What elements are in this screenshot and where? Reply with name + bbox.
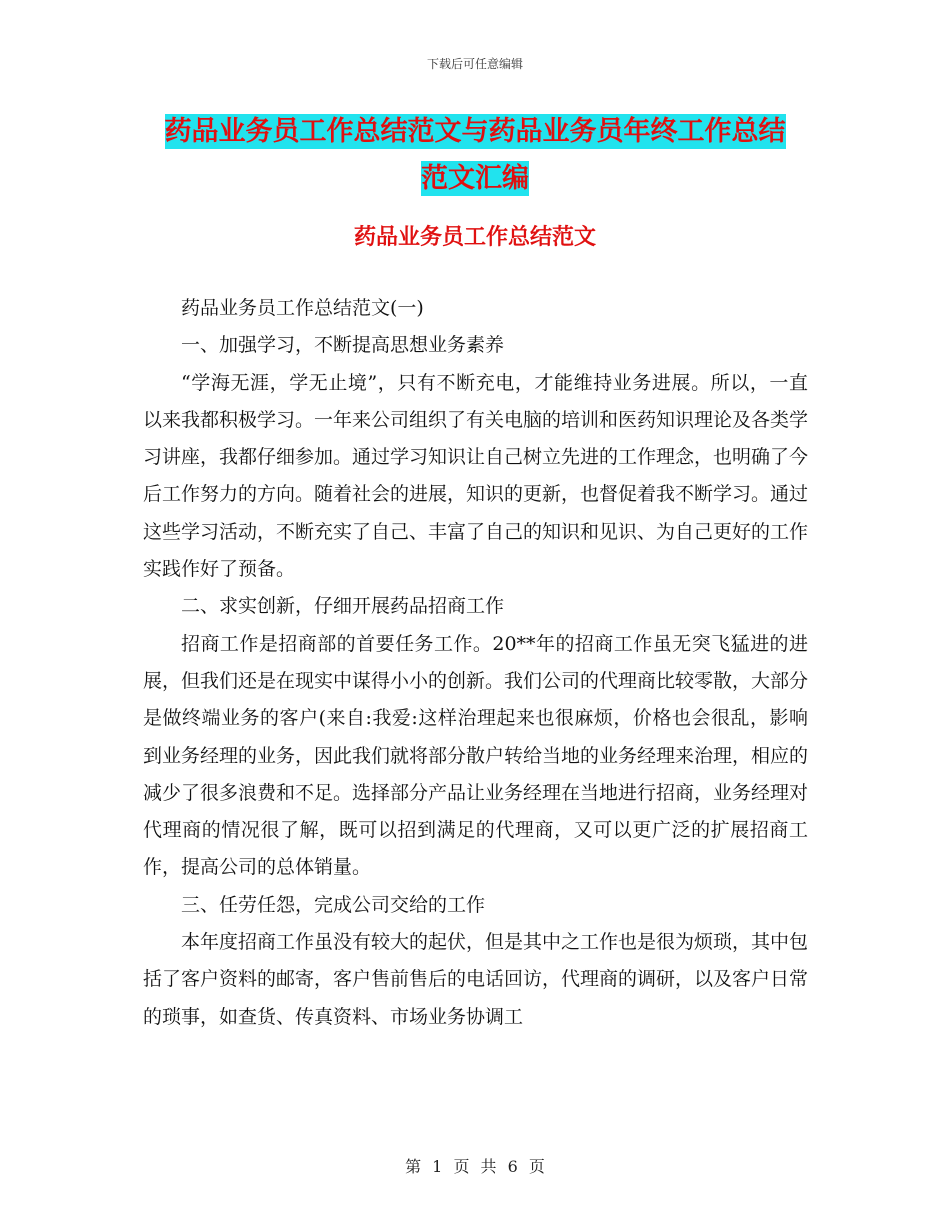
page-number-footer: 第 1 页 共 6 页 bbox=[405, 1157, 545, 1176]
section-heading-1: 一、加强学习，不断提高思想业务素养 bbox=[181, 334, 505, 357]
paragraph: “学海无涯，学无止境”，只有不断充电，才能维持业务进展。所以，一直以来我都积极学习。一年来公司组织了有关电脑的培训和医药知识理论及各类学习讲座，我都仔细参加。通过学习知识让自己树立先进的工作理念，也明确了今后工作努力的方向。随着社会的进展，知识的更新，也督促着我不断学习。通过这些学习活动，不断充实了自己、丰富了自己的知识和见识、为自己更好的工作实践作好了预备。 bbox=[143, 371, 809, 581]
paragraph-heading: 药品业务员工作总结范文(一) bbox=[181, 297, 424, 319]
title-line-1: 药品业务员工作总结范文与药品业务员年终工作总结 bbox=[164, 116, 786, 147]
section-heading-3: 三、任劳任怨，完成公司交给的工作 bbox=[181, 893, 486, 916]
section-heading-2: 二、求实创新，仔细开展药品招商工作 bbox=[181, 595, 505, 618]
title-line-2: 范文汇编 bbox=[421, 163, 529, 194]
section-title: 药品业务员工作总结范文 bbox=[353, 225, 596, 250]
paragraph: 本年度招商工作虽没有较大的起伏，但是其中之工作也是很为烦琐，其中包括了客户资料的邮寄，客户售前售后的电话回访，代理商的调研，以及客户日常的琐事，如查货、传真资料、市场业务协调工 bbox=[143, 931, 809, 1028]
header-note: 下载后可任意编辑 bbox=[426, 57, 523, 71]
body-text bbox=[143, 290, 808, 1036]
document-title bbox=[140, 108, 810, 202]
paragraph: 招商工作是招商部的首要任务工作。20**年的招商工作虽无突飞猛进的进展，但我们还是在现实中谋得小小的创新。我们公司的代理商比较零散，大部分是做终端业务的客户(来自:我爱:这样治理起来也很麻烦，价格也会很乱，影响到业务经理的业务，因此我们就将部分散户转给当地的业务经理来治理，相应的减少了很多浪费和不足。选择部分产品让业务经理在当地进行招商，业务经理对代理商的情况很了解，既可以招到满足的代理商，又可以更广泛的扩展招商工作，提高公司的总体销量。 bbox=[143, 632, 809, 879]
